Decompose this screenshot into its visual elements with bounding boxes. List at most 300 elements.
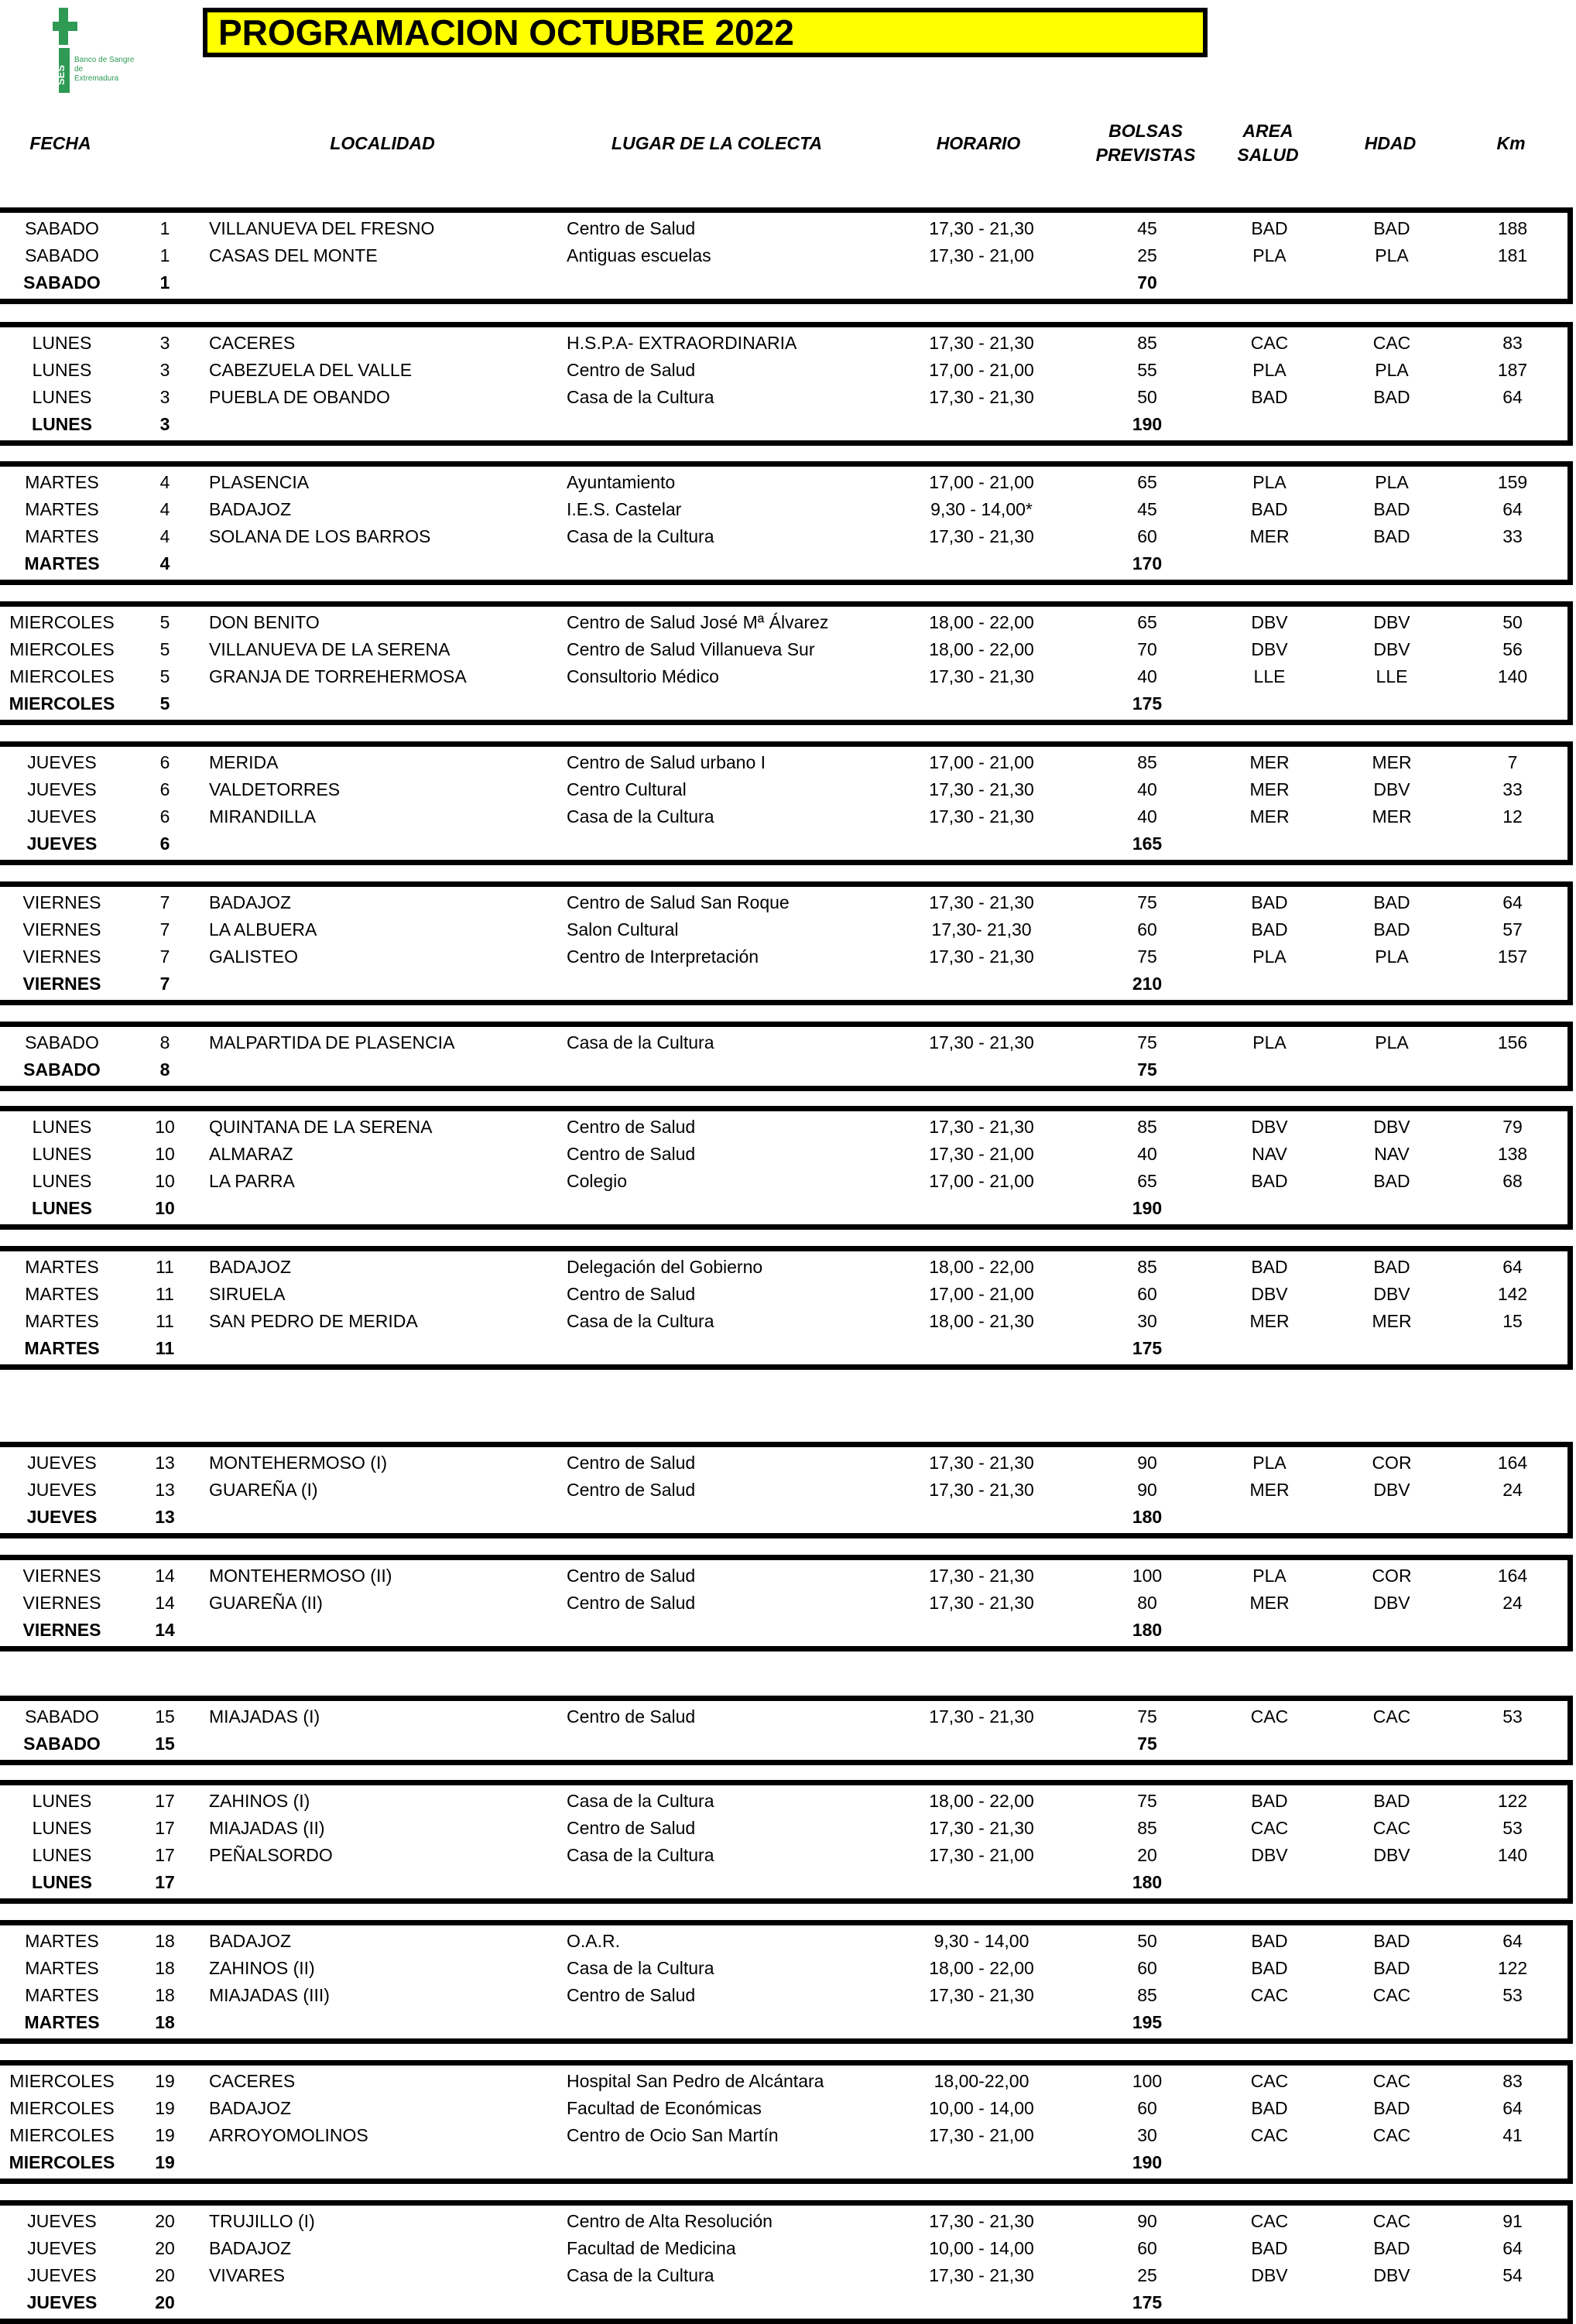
cell-horario: 17,30 - 21,30 xyxy=(929,666,1034,686)
cell-lugar: Centro de Salud xyxy=(567,1284,696,1304)
header-bolsas-line1: BOLSAS xyxy=(1108,121,1183,141)
cell-dia: 5 xyxy=(159,639,170,659)
cell-area-salud: PLA xyxy=(1252,1566,1286,1586)
cell-localidad: PLASENCIA xyxy=(209,472,310,492)
cell-fecha: SABADO xyxy=(25,1032,99,1052)
cell-horario: 17,30 - 21,30 xyxy=(929,526,1034,546)
total-bolsas: 195 xyxy=(1132,2012,1163,2032)
total-row xyxy=(0,690,1567,717)
day-group xyxy=(0,2060,1573,2184)
cell-fecha: MIERCOLES xyxy=(9,639,115,659)
day-group xyxy=(0,741,1573,865)
cell-localidad: MIRANDILLA xyxy=(209,806,317,827)
total-fecha: JUEVES xyxy=(26,2292,98,2312)
cell-area-salud: BAD xyxy=(1251,2098,1288,2118)
day-group xyxy=(0,1022,1573,1091)
table-row xyxy=(0,469,1567,496)
cell-km: 142 xyxy=(1497,1284,1528,1304)
cell-bolsas: 100 xyxy=(1132,1566,1163,1586)
cell-area-salud: BAD xyxy=(1251,892,1288,912)
total-bolsas: 190 xyxy=(1132,2152,1163,2172)
cell-bolsas: 65 xyxy=(1137,1171,1157,1191)
cell-fecha: MARTES xyxy=(25,1284,99,1304)
cell-fecha: SABADO xyxy=(25,1706,99,1727)
cell-km: 64 xyxy=(1502,2098,1523,2118)
cell-area-salud: CAC xyxy=(1250,1818,1289,1838)
table-row xyxy=(0,2208,1567,2235)
cell-localidad: SAN PEDRO DE MERIDA xyxy=(209,1311,418,1331)
cell-fecha: LUNES xyxy=(32,1171,92,1191)
cell-horario: 18,00 - 21,30 xyxy=(929,1311,1034,1331)
total-dia: 3 xyxy=(159,414,170,434)
table-row xyxy=(0,1029,1567,1056)
cell-localidad: BADAJOZ xyxy=(209,1931,292,1951)
cell-fecha: MARTES xyxy=(25,1257,99,1277)
table-row xyxy=(0,1281,1567,1308)
cell-dia: 10 xyxy=(155,1171,175,1191)
cell-fecha: LUNES xyxy=(32,360,92,380)
cell-lugar: Centro de Salud José Mª Álvarez xyxy=(567,612,829,632)
cell-lugar: Casa de la Cultura xyxy=(567,1791,714,1811)
cell-area-salud: DBV xyxy=(1251,1845,1288,1865)
cell-hdad: PLA xyxy=(1375,360,1409,380)
cell-area-salud: MER xyxy=(1249,752,1290,772)
total-dia: 10 xyxy=(155,1198,175,1218)
cell-km: 24 xyxy=(1502,1593,1523,1613)
total-fecha: SABADO xyxy=(23,1734,101,1754)
cell-hdad: BAD xyxy=(1373,1257,1410,1277)
cell-fecha: SABADO xyxy=(25,218,99,238)
cell-hdad: DBV xyxy=(1373,1593,1410,1613)
cell-km: 187 xyxy=(1497,360,1528,380)
cell-dia: 7 xyxy=(159,946,170,967)
cell-bolsas: 55 xyxy=(1137,360,1157,380)
cell-lugar: Facultad de Medicina xyxy=(567,2238,736,2258)
cell-dia: 19 xyxy=(155,2125,175,2145)
cell-bolsas: 85 xyxy=(1137,1257,1157,1277)
cell-localidad: CACERES xyxy=(209,2071,296,2091)
cell-km: 164 xyxy=(1497,1453,1528,1473)
page-title: PROGRAMACION OCTUBRE 2022 xyxy=(203,8,1208,57)
total-bolsas: 70 xyxy=(1137,272,1157,293)
ses-logo xyxy=(51,5,136,96)
total-bolsas: 75 xyxy=(1137,1059,1157,1080)
cell-fecha: MIERCOLES xyxy=(9,2125,115,2145)
cell-hdad: NAV xyxy=(1374,1144,1410,1164)
cell-localidad: LA ALBUERA xyxy=(209,919,317,940)
cell-km: 7 xyxy=(1507,752,1518,772)
cell-lugar: Casa de la Cultura xyxy=(567,806,714,827)
cell-area-salud: BAD xyxy=(1251,2238,1288,2258)
cell-lugar: Centro de Salud xyxy=(567,218,696,238)
cell-km: 64 xyxy=(1502,892,1523,912)
header-area-line2: SALUD xyxy=(1237,145,1299,165)
cell-localidad: GRANJA DE TORREHERMOSA xyxy=(209,666,467,686)
cell-fecha: JUEVES xyxy=(27,806,97,827)
cell-area-salud: CAC xyxy=(1250,2125,1289,2145)
total-fecha: SABADO xyxy=(23,1059,101,1080)
cell-fecha: LUNES xyxy=(32,1818,92,1838)
cell-hdad: BAD xyxy=(1373,2238,1410,2258)
cell-horario: 17,30 - 21,30 xyxy=(929,806,1034,827)
cell-hdad: BAD xyxy=(1373,1171,1410,1191)
day-group xyxy=(0,461,1573,585)
total-dia: 18 xyxy=(155,2012,175,2032)
cell-hdad: DBV xyxy=(1373,1117,1410,1137)
cell-horario: 17,30 - 21,30 xyxy=(929,1818,1034,1838)
table-row xyxy=(0,2095,1567,2122)
cell-dia: 14 xyxy=(155,1566,175,1586)
header-area-line1: AREA xyxy=(1242,121,1293,141)
cell-km: 159 xyxy=(1497,472,1528,492)
day-group xyxy=(0,881,1573,1005)
table-row xyxy=(0,1815,1567,1842)
cell-fecha: JUEVES xyxy=(27,2238,97,2258)
cell-lugar: Centro de Salud xyxy=(567,1117,696,1137)
total-bolsas: 190 xyxy=(1132,414,1163,434)
cell-fecha: VIERNES xyxy=(22,892,101,912)
cell-dia: 8 xyxy=(159,1032,170,1052)
cell-lugar: Centro de Salud xyxy=(567,1593,696,1613)
table-row xyxy=(0,496,1567,523)
total-bolsas: 180 xyxy=(1132,1507,1163,1527)
cell-lugar: Facultad de Económicas xyxy=(567,2098,762,2118)
cell-hdad: PLA xyxy=(1375,946,1409,967)
total-bolsas: 190 xyxy=(1132,1198,1163,1218)
cell-dia: 15 xyxy=(155,1706,175,1727)
cell-lugar: Casa de la Cultura xyxy=(567,1958,714,1978)
cell-km: 83 xyxy=(1502,333,1523,353)
total-row xyxy=(0,550,1567,577)
cell-fecha: MARTES xyxy=(25,1931,99,1951)
cell-hdad: CAC xyxy=(1372,1818,1411,1838)
cell-dia: 7 xyxy=(159,892,170,912)
cell-hdad: BAD xyxy=(1373,1791,1410,1811)
cell-dia: 17 xyxy=(155,1791,175,1811)
cell-km: 54 xyxy=(1502,2265,1523,2285)
cell-area-salud: BAD xyxy=(1251,218,1288,238)
cell-fecha: LUNES xyxy=(32,1117,92,1137)
total-dia: 19 xyxy=(155,2152,175,2172)
cell-bolsas: 65 xyxy=(1137,472,1157,492)
table-row xyxy=(0,1955,1567,1982)
cell-area-salud: PLA xyxy=(1252,1032,1286,1052)
cell-horario: 17,30 - 21,00 xyxy=(929,245,1034,265)
cell-horario: 17,00 - 21,00 xyxy=(929,472,1034,492)
cell-bolsas: 90 xyxy=(1137,1480,1157,1500)
cell-localidad: GUAREÑA (I) xyxy=(209,1480,318,1500)
cell-area-salud: BAD xyxy=(1251,1791,1288,1811)
cell-km: 64 xyxy=(1502,387,1523,407)
cell-hdad: BAD xyxy=(1373,1931,1410,1951)
cell-localidad: DON BENITO xyxy=(209,612,320,632)
cell-area-salud: BAD xyxy=(1251,1171,1288,1191)
cell-dia: 11 xyxy=(156,1257,174,1277)
cell-hdad: CAC xyxy=(1372,333,1411,353)
table-row xyxy=(0,1982,1567,2009)
cell-lugar: Casa de la Cultura xyxy=(567,1032,714,1052)
cell-km: 140 xyxy=(1497,1845,1528,1865)
header-fecha: FECHA xyxy=(29,133,91,153)
cell-fecha: LUNES xyxy=(32,387,92,407)
total-row xyxy=(0,1056,1567,1083)
table-row xyxy=(0,330,1567,357)
table-row xyxy=(0,2068,1567,2095)
cell-lugar: Centro de Salud San Roque xyxy=(567,892,790,912)
cell-horario: 17,30 - 21,30 xyxy=(929,218,1034,238)
cell-localidad: TRUJILLO (I) xyxy=(209,2211,315,2231)
cell-horario: 17,00 - 21,00 xyxy=(929,752,1034,772)
total-row xyxy=(0,1869,1567,1896)
cell-bolsas: 80 xyxy=(1137,1593,1157,1613)
total-row xyxy=(0,1504,1567,1531)
cell-localidad: BADAJOZ xyxy=(209,892,292,912)
total-dia: 20 xyxy=(155,2292,175,2312)
cell-localidad: BADAJOZ xyxy=(209,499,292,519)
cell-area-salud: MER xyxy=(1249,1480,1290,1500)
cell-hdad: DBV xyxy=(1373,2265,1410,2285)
cell-hdad: MER xyxy=(1372,806,1412,827)
cell-fecha: VIERNES xyxy=(22,1593,101,1613)
cell-localidad: SOLANA DE LOS BARROS xyxy=(209,526,431,546)
total-row xyxy=(0,2009,1567,2036)
table-row xyxy=(0,663,1567,690)
total-fecha: LUNES xyxy=(32,414,92,434)
table-row xyxy=(0,1590,1567,1617)
table-row xyxy=(0,1308,1567,1335)
total-fecha: MARTES xyxy=(24,553,100,573)
cell-lugar: Casa de la Cultura xyxy=(567,387,714,407)
cell-area-salud: DBV xyxy=(1251,639,1288,659)
cell-localidad: ARROYOMOLINOS xyxy=(209,2125,368,2145)
cell-hdad: PLA xyxy=(1375,472,1409,492)
svg-text:SES: SES xyxy=(55,64,67,85)
cell-lugar: I.E.S. Castelar xyxy=(567,499,682,519)
cell-dia: 7 xyxy=(159,919,170,940)
cell-horario: 17,30 - 21,30 xyxy=(929,779,1034,799)
cell-dia: 6 xyxy=(159,752,170,772)
cell-horario: 17,30 - 21,00 xyxy=(929,1845,1034,1865)
cell-area-salud: PLA xyxy=(1252,1453,1286,1473)
svg-text:Banco de Sangre: Banco de Sangre xyxy=(74,56,135,64)
cell-bolsas: 45 xyxy=(1137,218,1157,238)
table-row xyxy=(0,2122,1567,2149)
cell-horario: 17,30 - 21,30 xyxy=(929,892,1034,912)
cell-dia: 11 xyxy=(156,1311,174,1331)
table-row xyxy=(0,916,1567,943)
cell-km: 64 xyxy=(1502,1257,1523,1277)
cell-bolsas: 85 xyxy=(1137,1985,1157,2005)
svg-text:de: de xyxy=(74,65,84,74)
cell-km: 15 xyxy=(1502,1311,1523,1331)
cell-localidad: MIAJADAS (II) xyxy=(209,1818,325,1838)
cell-bolsas: 40 xyxy=(1137,806,1157,827)
total-dia: 7 xyxy=(159,974,170,994)
cell-hdad: MER xyxy=(1372,1311,1412,1331)
cell-dia: 19 xyxy=(155,2071,175,2091)
cell-lugar: Consultorio Médico xyxy=(567,666,719,686)
total-dia: 14 xyxy=(155,1620,175,1640)
header-localidad: LOCALIDAD xyxy=(330,133,435,153)
cell-dia: 4 xyxy=(159,472,170,492)
cell-area-salud: BAD xyxy=(1251,387,1288,407)
total-fecha: MIERCOLES xyxy=(9,2152,115,2172)
cell-fecha: MIERCOLES xyxy=(9,666,115,686)
cell-localidad: GALISTEO xyxy=(209,946,299,967)
cell-hdad: LLE xyxy=(1376,666,1408,686)
cell-hdad: BAD xyxy=(1373,218,1410,238)
cell-fecha: MIERCOLES xyxy=(9,2071,115,2091)
cell-localidad: ZAHINOS (I) xyxy=(209,1791,310,1811)
table-row xyxy=(0,1703,1567,1730)
cell-km: 56 xyxy=(1502,639,1523,659)
cell-area-salud: PLA xyxy=(1252,245,1286,265)
cell-km: 122 xyxy=(1497,1791,1528,1811)
cell-dia: 13 xyxy=(155,1480,175,1500)
cell-area-salud: CAC xyxy=(1250,333,1289,353)
cell-dia: 10 xyxy=(155,1117,175,1137)
cell-localidad: LA PARRA xyxy=(209,1171,295,1191)
total-dia: 15 xyxy=(155,1734,175,1754)
cell-dia: 4 xyxy=(159,499,170,519)
total-dia: 5 xyxy=(159,693,170,714)
cell-localidad: BADAJOZ xyxy=(209,1257,292,1277)
total-bolsas: 75 xyxy=(1137,1734,1157,1754)
cell-hdad: BAD xyxy=(1373,2098,1410,2118)
cell-dia: 20 xyxy=(155,2211,175,2231)
cell-fecha: JUEVES xyxy=(27,1453,97,1473)
cell-km: 64 xyxy=(1502,499,1523,519)
cell-horario: 17,30 - 21,30 xyxy=(929,1706,1034,1727)
cell-lugar: Centro de Salud xyxy=(567,1144,696,1164)
cell-horario: 17,30 - 21,30 xyxy=(929,1985,1034,2005)
cell-horario: 17,30 - 21,00 xyxy=(929,1144,1034,1164)
cell-dia: 6 xyxy=(159,779,170,799)
cell-area-salud: MER xyxy=(1249,1593,1290,1613)
total-row xyxy=(0,2149,1567,2176)
cell-lugar: O.A.R. xyxy=(567,1931,621,1951)
cell-area-salud: MER xyxy=(1249,526,1290,546)
total-dia: 4 xyxy=(159,553,170,573)
cell-dia: 3 xyxy=(159,360,170,380)
cell-horario: 17,30 - 21,30 xyxy=(929,2211,1034,2231)
table-row xyxy=(0,242,1567,269)
cell-area-salud: BAD xyxy=(1251,1257,1288,1277)
cell-localidad: BADAJOZ xyxy=(209,2098,292,2118)
cell-lugar: Centro de Salud xyxy=(567,1480,696,1500)
cell-bolsas: 75 xyxy=(1137,946,1157,967)
table-row xyxy=(0,1141,1567,1168)
total-bolsas: 175 xyxy=(1132,2292,1163,2312)
total-fecha: MIERCOLES xyxy=(9,693,115,714)
table-row xyxy=(0,2262,1567,2289)
cell-km: 188 xyxy=(1497,218,1528,238)
cell-hdad: DBV xyxy=(1373,779,1410,799)
cell-localidad: PEÑALSORDO xyxy=(209,1845,333,1865)
total-fecha: VIERNES xyxy=(22,974,101,994)
cell-lugar: Centro de Salud xyxy=(567,1818,696,1838)
cell-hdad: CAC xyxy=(1372,2211,1411,2231)
cell-dia: 6 xyxy=(159,806,170,827)
cell-horario: 17,30 - 21,30 xyxy=(929,2265,1034,2285)
table-row xyxy=(0,1168,1567,1195)
cell-lugar: Centro de Alta Resolución xyxy=(567,2211,773,2231)
header-horario: HORARIO xyxy=(936,133,1021,153)
cell-km: 91 xyxy=(1502,2211,1523,2231)
cell-bolsas: 85 xyxy=(1137,333,1157,353)
total-row xyxy=(0,830,1567,857)
cell-horario: 10,00 - 14,00 xyxy=(929,2238,1034,2258)
cell-fecha: JUEVES xyxy=(27,2211,97,2231)
cell-dia: 4 xyxy=(159,526,170,546)
table-row xyxy=(0,749,1567,776)
table-row xyxy=(0,1928,1567,1955)
cell-fecha: JUEVES xyxy=(27,752,97,772)
cell-dia: 11 xyxy=(156,1284,174,1304)
cell-area-salud: CAC xyxy=(1250,2211,1289,2231)
cell-localidad: VALDETORRES xyxy=(209,779,341,799)
cell-area-salud: CAC xyxy=(1250,2071,1289,2091)
total-dia: 11 xyxy=(155,1338,175,1358)
cell-km: 53 xyxy=(1502,1706,1523,1727)
cell-fecha: LUNES xyxy=(32,1791,92,1811)
cell-area-salud: MER xyxy=(1249,806,1290,827)
cell-fecha: LUNES xyxy=(32,333,92,353)
total-dia: 1 xyxy=(159,272,170,293)
cell-lugar: Colegio xyxy=(567,1171,627,1191)
cell-fecha: MARTES xyxy=(25,1985,99,2005)
cell-horario: 17,30 - 21,30 xyxy=(929,1593,1034,1613)
cell-hdad: PLA xyxy=(1375,245,1409,265)
cell-lugar: Casa de la Cultura xyxy=(567,1845,714,1865)
cell-area-salud: BAD xyxy=(1251,499,1288,519)
total-bolsas: 175 xyxy=(1132,693,1163,714)
cell-km: 33 xyxy=(1502,526,1523,546)
cell-fecha: VIERNES xyxy=(22,919,101,940)
cell-bolsas: 70 xyxy=(1137,639,1157,659)
cell-dia: 3 xyxy=(159,387,170,407)
cell-localidad: ZAHINOS (II) xyxy=(209,1958,315,1978)
cell-hdad: MER xyxy=(1372,752,1412,772)
cell-km: 24 xyxy=(1502,1480,1523,1500)
cell-bolsas: 60 xyxy=(1137,1284,1157,1304)
cell-localidad: CACERES xyxy=(209,333,296,353)
table-row xyxy=(0,1114,1567,1141)
table-row xyxy=(0,1562,1567,1590)
cell-horario: 10,00 - 14,00 xyxy=(929,2098,1034,2118)
total-bolsas: 170 xyxy=(1132,553,1163,573)
cell-bolsas: 50 xyxy=(1137,387,1157,407)
cell-bolsas: 50 xyxy=(1137,1931,1157,1951)
cell-area-salud: PLA xyxy=(1252,946,1286,967)
cell-area-salud: MER xyxy=(1249,1311,1290,1331)
cell-km: 64 xyxy=(1502,1931,1523,1951)
cell-bolsas: 85 xyxy=(1137,1818,1157,1838)
cell-lugar: Casa de la Cultura xyxy=(567,2265,714,2285)
cell-fecha: MARTES xyxy=(25,472,99,492)
day-group xyxy=(0,1780,1573,1904)
cell-horario: 9,30 - 14,00 xyxy=(934,1931,1030,1951)
total-bolsas: 210 xyxy=(1132,974,1163,994)
header-lugar: LUGAR DE LA COLECTA xyxy=(611,133,823,153)
cell-horario: 17,30 - 21,30 xyxy=(929,387,1034,407)
cell-fecha: VIERNES xyxy=(22,946,101,967)
day-group xyxy=(0,2200,1573,2324)
cell-bolsas: 75 xyxy=(1137,1791,1157,1811)
total-fecha: LUNES xyxy=(32,1872,92,1892)
table-row xyxy=(0,2235,1567,2262)
cell-bolsas: 40 xyxy=(1137,1144,1157,1164)
